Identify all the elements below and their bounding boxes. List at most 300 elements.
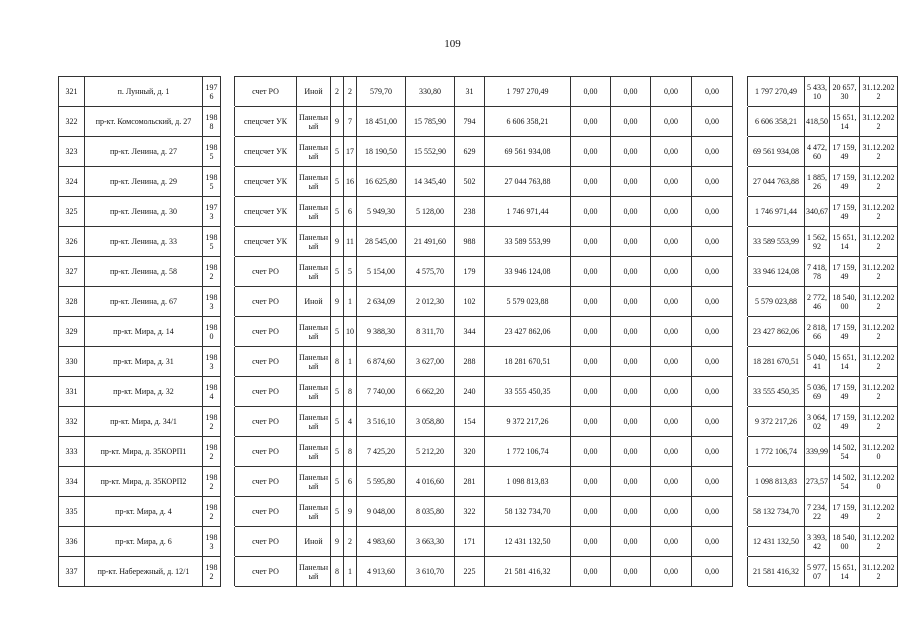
cell-residents: 171 [455, 527, 485, 557]
cell-cost-other: 0,00 [651, 377, 692, 407]
cell-cost-regional: 0,00 [571, 167, 611, 197]
cell-area-living: 4 016,60 [406, 467, 455, 497]
cell-spacer [221, 317, 235, 347]
cell-year: 1976 [203, 77, 221, 107]
cell-wall-material: Панельный [297, 227, 331, 257]
cell-cost-owners: 0,00 [692, 377, 733, 407]
table-row [59, 317, 898, 347]
cell-cost-owners: 0,00 [692, 317, 733, 347]
cell-unit-limit: 15 651,14 [830, 227, 860, 257]
cell-area-living: 3 627,00 [406, 347, 455, 377]
cell-unit-cost: 339,99 [805, 437, 830, 467]
cell-fund-method: счет РО [235, 437, 297, 467]
cell-number: 329 [59, 317, 85, 347]
cell-area-total: 7 425,20 [357, 437, 406, 467]
cell-spacer [221, 197, 235, 227]
cell-floors: 5 [331, 137, 344, 167]
cell-residents: 240 [455, 377, 485, 407]
cell-year: 1985 [203, 227, 221, 257]
cell-number: 336 [59, 527, 85, 557]
cell-address: пр-кт. Мира, д. 35КОРП2 [85, 467, 203, 497]
cell-entrances: 5 [344, 257, 357, 287]
cell-deadline: 31.12.2022 [860, 77, 898, 107]
cell-number: 330 [59, 347, 85, 377]
cell-entrances: 6 [344, 197, 357, 227]
cell-cost-regional: 0,00 [571, 527, 611, 557]
cell-cost-owners-total: 1 797 270,49 [748, 77, 805, 107]
cell-area-living: 3 058,80 [406, 407, 455, 437]
cell-cost-local: 0,00 [611, 407, 651, 437]
cell-spacer [733, 557, 748, 587]
cell-area-living: 6 662,20 [406, 377, 455, 407]
cell-unit-cost: 2 818,66 [805, 317, 830, 347]
cell-spacer [221, 407, 235, 437]
table-row [59, 377, 898, 407]
cell-spacer [221, 527, 235, 557]
cell-area-living: 5 128,00 [406, 197, 455, 227]
cell-year: 1973 [203, 197, 221, 227]
cell-fund-method: счет РО [235, 347, 297, 377]
cell-deadline: 31.12.2020 [860, 437, 898, 467]
cell-spacer [221, 287, 235, 317]
cell-wall-material: Панельный [297, 377, 331, 407]
cell-cost-owners-total: 27 044 763,88 [748, 167, 805, 197]
cell-wall-material: Панельный [297, 407, 331, 437]
cell-year: 1982 [203, 437, 221, 467]
cell-cost-total: 18 281 670,51 [485, 347, 571, 377]
cell-spacer [221, 377, 235, 407]
cell-year: 1982 [203, 497, 221, 527]
cell-floors: 5 [331, 257, 344, 287]
cell-number: 324 [59, 167, 85, 197]
cell-wall-material: Панельный [297, 497, 331, 527]
cell-cost-local: 0,00 [611, 107, 651, 137]
cell-cost-total: 23 427 862,06 [485, 317, 571, 347]
cell-year: 1982 [203, 467, 221, 497]
cell-address: пр-кт. Комсомольский, д. 27 [85, 107, 203, 137]
cell-area-total: 3 516,10 [357, 407, 406, 437]
cell-area-living: 330,80 [406, 77, 455, 107]
cell-year: 1983 [203, 527, 221, 557]
cell-residents: 794 [455, 107, 485, 137]
cell-cost-total: 58 132 734,70 [485, 497, 571, 527]
cell-cost-owners: 0,00 [692, 407, 733, 437]
cell-spacer [221, 497, 235, 527]
cell-cost-owners: 0,00 [692, 557, 733, 587]
cell-floors: 5 [331, 437, 344, 467]
cell-deadline: 31.12.2022 [860, 317, 898, 347]
cell-fund-method: спецсчет УК [235, 167, 297, 197]
cell-cost-owners-total: 1 772 106,74 [748, 437, 805, 467]
cell-number: 326 [59, 227, 85, 257]
cell-number: 328 [59, 287, 85, 317]
cell-spacer [733, 167, 748, 197]
cell-spacer [221, 347, 235, 377]
cell-residents: 322 [455, 497, 485, 527]
cell-area-living: 21 491,60 [406, 227, 455, 257]
cell-fund-method: счет РО [235, 497, 297, 527]
cell-area-living: 3 610,70 [406, 557, 455, 587]
cell-unit-limit: 14 502,54 [830, 467, 860, 497]
cell-floors: 5 [331, 497, 344, 527]
cell-unit-limit: 18 540,00 [830, 527, 860, 557]
cell-deadline: 31.12.2022 [860, 407, 898, 437]
cell-address: пр-кт. Ленина, д. 67 [85, 287, 203, 317]
cell-fund-method: счет РО [235, 77, 297, 107]
cell-unit-cost: 1 885,26 [805, 167, 830, 197]
cell-cost-other: 0,00 [651, 107, 692, 137]
cell-spacer [733, 227, 748, 257]
cell-number: 321 [59, 77, 85, 107]
cell-cost-owners-total: 1 746 971,44 [748, 197, 805, 227]
cell-cost-owners-total: 1 098 813,83 [748, 467, 805, 497]
housing-registry-table [58, 76, 898, 587]
page-number: 109 [444, 38, 461, 50]
cell-residents: 629 [455, 137, 485, 167]
cell-unit-limit: 17 159,49 [830, 407, 860, 437]
cell-cost-local: 0,00 [611, 377, 651, 407]
cell-cost-owners-total: 33 589 553,99 [748, 227, 805, 257]
cell-area-total: 16 625,80 [357, 167, 406, 197]
cell-unit-cost: 7 418,78 [805, 257, 830, 287]
cell-cost-regional: 0,00 [571, 377, 611, 407]
cell-address: пр-кт. Мира, д. 34/1 [85, 407, 203, 437]
cell-area-total: 5 154,00 [357, 257, 406, 287]
cell-cost-other: 0,00 [651, 287, 692, 317]
cell-spacer [733, 257, 748, 287]
cell-wall-material: Панельный [297, 137, 331, 167]
cell-residents: 154 [455, 407, 485, 437]
cell-floors: 9 [331, 287, 344, 317]
cell-residents: 281 [455, 467, 485, 497]
cell-unit-cost: 5 977,07 [805, 557, 830, 587]
cell-cost-local: 0,00 [611, 137, 651, 167]
cell-area-total: 579,70 [357, 77, 406, 107]
cell-address: пр-кт. Ленина, д. 30 [85, 197, 203, 227]
cell-wall-material: Иной [297, 77, 331, 107]
cell-area-living: 2 012,30 [406, 287, 455, 317]
cell-entrances: 8 [344, 377, 357, 407]
cell-deadline: 31.12.2022 [860, 227, 898, 257]
cell-cost-other: 0,00 [651, 257, 692, 287]
cell-entrances: 16 [344, 167, 357, 197]
cell-cost-owners: 0,00 [692, 197, 733, 227]
cell-floors: 5 [331, 197, 344, 227]
cell-spacer [221, 437, 235, 467]
cell-cost-owners-total: 6 606 358,21 [748, 107, 805, 137]
cell-wall-material: Иной [297, 287, 331, 317]
cell-cost-owners: 0,00 [692, 167, 733, 197]
cell-unit-cost: 5 040,41 [805, 347, 830, 377]
cell-cost-owners-total: 5 579 023,88 [748, 287, 805, 317]
cell-cost-other: 0,00 [651, 137, 692, 167]
cell-floors: 9 [331, 107, 344, 137]
cell-spacer [733, 527, 748, 557]
cell-wall-material: Панельный [297, 197, 331, 227]
cell-area-total: 18 190,50 [357, 137, 406, 167]
cell-area-living: 15 552,90 [406, 137, 455, 167]
cell-cost-owners-total: 23 427 862,06 [748, 317, 805, 347]
cell-floors: 5 [331, 317, 344, 347]
cell-unit-limit: 17 159,49 [830, 377, 860, 407]
cell-residents: 288 [455, 347, 485, 377]
cell-address: пр-кт. Ленина, д. 29 [85, 167, 203, 197]
cell-residents: 238 [455, 197, 485, 227]
cell-cost-regional: 0,00 [571, 287, 611, 317]
cell-unit-cost: 4 472,60 [805, 137, 830, 167]
cell-fund-method: спецсчет УК [235, 137, 297, 167]
cell-cost-total: 12 431 132,50 [485, 527, 571, 557]
cell-cost-other: 0,00 [651, 437, 692, 467]
cell-entrances: 10 [344, 317, 357, 347]
cell-unit-limit: 17 159,49 [830, 167, 860, 197]
cell-unit-limit: 15 651,14 [830, 557, 860, 587]
cell-deadline: 31.12.2022 [860, 347, 898, 377]
cell-cost-other: 0,00 [651, 527, 692, 557]
cell-floors: 2 [331, 77, 344, 107]
cell-cost-other: 0,00 [651, 77, 692, 107]
cell-wall-material: Панельный [297, 107, 331, 137]
cell-cost-owners-total: 33 946 124,08 [748, 257, 805, 287]
cell-area-total: 6 874,60 [357, 347, 406, 377]
cell-cost-other: 0,00 [651, 407, 692, 437]
cell-unit-limit: 20 657,30 [830, 77, 860, 107]
cell-cost-local: 0,00 [611, 347, 651, 377]
cell-deadline: 31.12.2022 [860, 257, 898, 287]
cell-number: 333 [59, 437, 85, 467]
cell-cost-local: 0,00 [611, 77, 651, 107]
cell-residents: 320 [455, 437, 485, 467]
cell-spacer [221, 77, 235, 107]
cell-fund-method: счет РО [235, 287, 297, 317]
cell-address: пр-кт. Ленина, д. 58 [85, 257, 203, 287]
cell-spacer [221, 467, 235, 497]
cell-address: пр-кт. Мира, д. 6 [85, 527, 203, 557]
cell-unit-limit: 17 159,49 [830, 197, 860, 227]
cell-cost-total: 33 946 124,08 [485, 257, 571, 287]
cell-deadline: 31.12.2022 [860, 107, 898, 137]
cell-unit-limit: 17 159,49 [830, 137, 860, 167]
cell-entrances: 8 [344, 437, 357, 467]
cell-year: 1983 [203, 347, 221, 377]
cell-address: пр-кт. Мира, д. 31 [85, 347, 203, 377]
cell-cost-owners: 0,00 [692, 77, 733, 107]
cell-area-living: 8 035,80 [406, 497, 455, 527]
cell-area-total: 18 451,00 [357, 107, 406, 137]
cell-unit-cost: 7 234,22 [805, 497, 830, 527]
table-row [59, 77, 898, 107]
cell-area-living: 8 311,70 [406, 317, 455, 347]
cell-address: пр-кт. Мира, д. 4 [85, 497, 203, 527]
cell-cost-regional: 0,00 [571, 77, 611, 107]
cell-year: 1985 [203, 167, 221, 197]
cell-spacer [733, 287, 748, 317]
cell-floors: 8 [331, 347, 344, 377]
cell-cost-regional: 0,00 [571, 407, 611, 437]
cell-fund-method: счет РО [235, 257, 297, 287]
cell-fund-method: счет РО [235, 557, 297, 587]
table-row [59, 557, 898, 587]
cell-residents: 31 [455, 77, 485, 107]
cell-cost-regional: 0,00 [571, 197, 611, 227]
cell-cost-total: 33 555 450,35 [485, 377, 571, 407]
cell-cost-owners-total: 9 372 217,26 [748, 407, 805, 437]
cell-spacer [733, 467, 748, 497]
cell-cost-local: 0,00 [611, 257, 651, 287]
cell-area-total: 5 949,30 [357, 197, 406, 227]
table-row [59, 527, 898, 557]
cell-unit-limit: 17 159,49 [830, 497, 860, 527]
cell-floors: 5 [331, 467, 344, 497]
cell-deadline: 31.12.2022 [860, 377, 898, 407]
cell-fund-method: спецсчет УК [235, 197, 297, 227]
cell-cost-owners: 0,00 [692, 497, 733, 527]
cell-spacer [733, 407, 748, 437]
cell-residents: 502 [455, 167, 485, 197]
cell-cost-local: 0,00 [611, 317, 651, 347]
cell-unit-cost: 3 393,42 [805, 527, 830, 557]
cell-unit-limit: 15 651,14 [830, 347, 860, 377]
cell-cost-other: 0,00 [651, 467, 692, 497]
table-row [59, 107, 898, 137]
cell-cost-total: 33 589 553,99 [485, 227, 571, 257]
cell-area-living: 4 575,70 [406, 257, 455, 287]
cell-cost-total: 1 746 971,44 [485, 197, 571, 227]
cell-residents: 988 [455, 227, 485, 257]
cell-cost-other: 0,00 [651, 347, 692, 377]
cell-deadline: 31.12.2022 [860, 527, 898, 557]
cell-cost-total: 5 579 023,88 [485, 287, 571, 317]
cell-cost-total: 1 772 106,74 [485, 437, 571, 467]
cell-deadline: 31.12.2022 [860, 167, 898, 197]
cell-floors: 9 [331, 527, 344, 557]
cell-cost-local: 0,00 [611, 167, 651, 197]
cell-spacer [733, 107, 748, 137]
cell-spacer [221, 557, 235, 587]
cell-cost-other: 0,00 [651, 557, 692, 587]
cell-address: пр-кт. Мира, д. 14 [85, 317, 203, 347]
cell-entrances: 1 [344, 347, 357, 377]
cell-number: 332 [59, 407, 85, 437]
cell-unit-limit: 14 502,54 [830, 437, 860, 467]
cell-deadline: 31.12.2022 [860, 137, 898, 167]
cell-unit-cost: 5 036,69 [805, 377, 830, 407]
cell-area-living: 14 345,40 [406, 167, 455, 197]
cell-cost-owners: 0,00 [692, 347, 733, 377]
cell-spacer [733, 497, 748, 527]
cell-cost-owners-total: 12 431 132,50 [748, 527, 805, 557]
cell-entrances: 1 [344, 557, 357, 587]
table-row [59, 497, 898, 527]
cell-area-total: 9 048,00 [357, 497, 406, 527]
cell-residents: 179 [455, 257, 485, 287]
cell-spacer [733, 137, 748, 167]
cell-area-living: 3 663,30 [406, 527, 455, 557]
cell-entrances: 6 [344, 467, 357, 497]
cell-entrances: 17 [344, 137, 357, 167]
cell-year: 1980 [203, 317, 221, 347]
cell-spacer [733, 197, 748, 227]
cell-wall-material: Панельный [297, 467, 331, 497]
cell-address: пр-кт. Мира, д. 32 [85, 377, 203, 407]
cell-unit-limit: 15 651,14 [830, 107, 860, 137]
cell-unit-cost: 418,50 [805, 107, 830, 137]
cell-area-total: 2 634,09 [357, 287, 406, 317]
cell-residents: 102 [455, 287, 485, 317]
cell-cost-regional: 0,00 [571, 437, 611, 467]
cell-address: пр-кт. Набережный, д. 12/1 [85, 557, 203, 587]
cell-cost-local: 0,00 [611, 497, 651, 527]
cell-cost-regional: 0,00 [571, 257, 611, 287]
cell-residents: 344 [455, 317, 485, 347]
cell-cost-regional: 0,00 [571, 317, 611, 347]
cell-cost-local: 0,00 [611, 197, 651, 227]
cell-cost-owners: 0,00 [692, 107, 733, 137]
cell-address: пр-кт. Ленина, д. 27 [85, 137, 203, 167]
cell-floors: 8 [331, 557, 344, 587]
cell-entrances: 7 [344, 107, 357, 137]
cell-entrances: 11 [344, 227, 357, 257]
cell-spacer [733, 317, 748, 347]
cell-cost-owners: 0,00 [692, 227, 733, 257]
cell-number: 325 [59, 197, 85, 227]
cell-unit-cost: 2 772,46 [805, 287, 830, 317]
cell-fund-method: счет РО [235, 407, 297, 437]
cell-area-total: 9 388,30 [357, 317, 406, 347]
cell-cost-regional: 0,00 [571, 227, 611, 257]
cell-cost-owners-total: 33 555 450,35 [748, 377, 805, 407]
cell-deadline: 31.12.2022 [860, 497, 898, 527]
table-row [59, 437, 898, 467]
table-row [59, 227, 898, 257]
cell-unit-limit: 17 159,49 [830, 257, 860, 287]
cell-floors: 5 [331, 167, 344, 197]
cell-area-total: 28 545,00 [357, 227, 406, 257]
cell-unit-cost: 340,67 [805, 197, 830, 227]
cell-year: 1982 [203, 257, 221, 287]
cell-cost-local: 0,00 [611, 467, 651, 497]
cell-deadline: 31.12.2022 [860, 287, 898, 317]
cell-cost-owners: 0,00 [692, 437, 733, 467]
cell-cost-owners: 0,00 [692, 137, 733, 167]
cell-cost-regional: 0,00 [571, 107, 611, 137]
cell-wall-material: Панельный [297, 167, 331, 197]
cell-cost-total: 9 372 217,26 [485, 407, 571, 437]
cell-area-total: 5 595,80 [357, 467, 406, 497]
cell-floors: 5 [331, 407, 344, 437]
table-row [59, 467, 898, 497]
cell-cost-owners-total: 18 281 670,51 [748, 347, 805, 377]
cell-floors: 5 [331, 377, 344, 407]
cell-number: 331 [59, 377, 85, 407]
cell-wall-material: Иной [297, 527, 331, 557]
table-row [59, 167, 898, 197]
cell-wall-material: Панельный [297, 257, 331, 287]
cell-cost-regional: 0,00 [571, 557, 611, 587]
cell-deadline: 31.12.2022 [860, 197, 898, 227]
cell-wall-material: Панельный [297, 317, 331, 347]
cell-spacer [733, 377, 748, 407]
cell-cost-owners: 0,00 [692, 527, 733, 557]
cell-unit-cost: 5 433,10 [805, 77, 830, 107]
cell-deadline: 31.12.2020 [860, 467, 898, 497]
cell-spacer [733, 347, 748, 377]
cell-number: 337 [59, 557, 85, 587]
cell-area-total: 7 740,00 [357, 377, 406, 407]
cell-year: 1983 [203, 287, 221, 317]
table-row [59, 137, 898, 167]
cell-spacer [733, 437, 748, 467]
